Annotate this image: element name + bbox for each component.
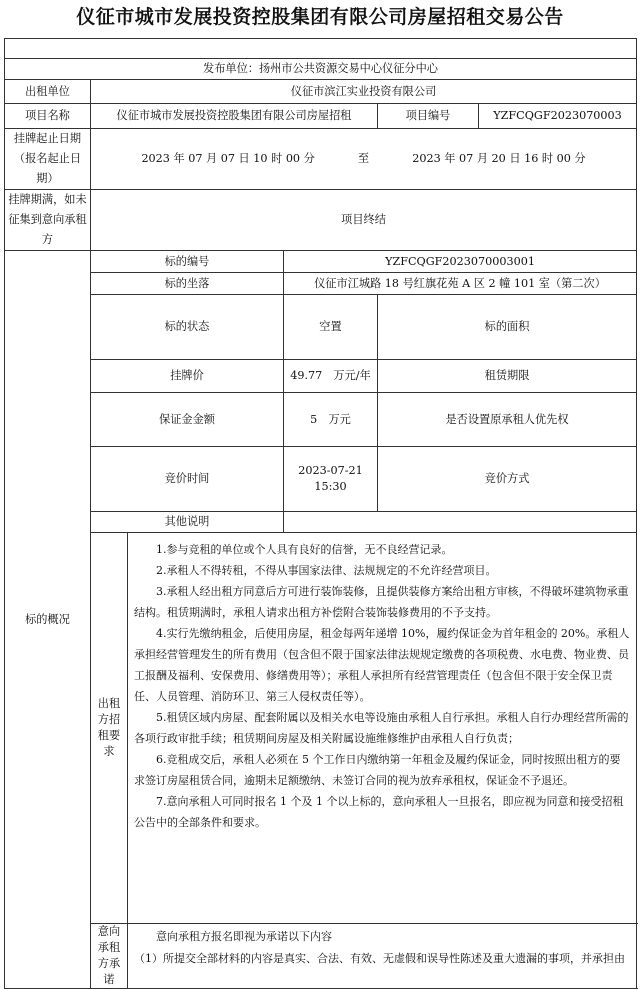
expiry-value: 项目终结 <box>91 190 637 251</box>
requirement-item: 5.租赁区域内房屋、配套附属以及相关水电等设施由承租人自行承担。承租人自行办理经营所需的各项行政审批手续；租赁期间房屋及相关附属设施维修维护由承租人自行负责； <box>134 711 629 745</box>
bid-time-value: 2023-07-21 15:30 <box>284 447 378 512</box>
bid-time-label: 竞价时间 <box>91 447 284 512</box>
requirement-item: 3.承租人经出租方同意后方可进行装饰装修，且提供装修方案给出租方审核，不得破坏建筑物承重结构。租赁期满时，承租人请求出租方补偿附合装饰装修费用的不予支持。 <box>134 585 629 619</box>
project-name-value: 仪征市城市发展投资控股集团有限公司房屋招租 <box>91 104 378 129</box>
subject-no-value: YZFCQGF2023070003001 <box>284 251 637 273</box>
listing-period-label: 挂牌起止日期（报名起止日期） <box>5 129 91 190</box>
location-label: 标的坐落 <box>91 273 284 295</box>
requirement-item: 6.竞租成交后，承租人必须在 5 个工作日内缴纳第一年租金及履约保证金，同时按照出租方的要求签订房屋租赁合同，逾期未足额缴纳、未签订合同的视为放弃承租权，保证金不予退还。 <box>134 753 621 787</box>
requirement-item: 2.承租人不得转租，不得从事国家法律、法规规定的不允许经营项目。 <box>156 564 497 577</box>
requirement-item: 4.实行先缴纳租金，后使用房屋，租金每两年递增 10%，履约保证金为首年租金的 20%。承租人承担经营管理发生的所有费用（包含但不限于国家法律法规规定缴费的各项税费、水电费、物业费、员工报酬及福利、安保费用、修缮费用等）；承租人承担所有经营管理责任（包含但不限于安全保卫责任、人员管理、消防环卫、第三人侵权责任等）。 <box>134 627 630 703</box>
publisher: 发布单位：扬州市公共资源交易中心仪征分中心 <box>5 59 637 80</box>
requirement-item: 7.意向承租人可同时报名 1 个及 1 个以上标的，意向承租人一旦报名，即应视为同意和接受招租公告中的全部条件和要求。 <box>134 795 624 829</box>
bid-method-label: 竞价方式 <box>378 447 637 512</box>
page-title: 仪征市城市发展投资控股集团有限公司房屋招租交易公告 <box>76 6 564 28</box>
area-label: 标的面积 <box>378 295 637 360</box>
listing-start: 2023 年 07 月 07 日 10 时 00 分 <box>141 152 315 165</box>
requirement-item: 1.参与竞租的单位或个人具有良好的信誉，无不良经营记录。 <box>156 543 453 556</box>
project-no-label: 项目编号 <box>378 104 479 128</box>
listing-to: 至 <box>357 152 370 165</box>
deposit-label: 保证金金额 <box>91 393 284 447</box>
requirements-list <box>128 533 637 924</box>
other-label: 其他说明 <box>91 512 284 533</box>
price-value: 49.77 万元/年 <box>284 360 378 393</box>
promise-label: 意向承租方承诺 <box>91 924 128 989</box>
price-label: 挂牌价 <box>91 360 284 393</box>
priority-label: 是否设置原承租人优先权 <box>378 393 637 447</box>
other-value <box>284 512 637 533</box>
listing-end: 2023 年 07 月 20 日 16 时 00 分 <box>412 152 586 165</box>
deposit-value: 5 万元 <box>284 393 378 447</box>
term-label: 租赁期限 <box>378 360 637 393</box>
announcement-table <box>4 38 637 989</box>
status-value: 空置 <box>284 295 378 360</box>
lessor-value: 仪征市滨江实业投资有限公司 <box>91 80 637 104</box>
requirements-label: 出租方招租要求 <box>91 533 128 924</box>
lessor-label: 出租单位 <box>5 80 91 104</box>
project-no-value: YZFCQGF2023070003 <box>493 109 622 122</box>
location-value: 仪征市江城路 18 号红旗花苑 A 区 2 幢 101 室（第二次） <box>284 273 637 295</box>
overview-label: 标的概况 <box>5 251 91 989</box>
promise-item: （1）所提交全部材料的内容是真实、合法、有效、无虚假和误导性陈述及重大遗漏的事项，并承担由 <box>134 952 625 965</box>
expiry-label: 挂牌期满，如未征集到意向承租方 <box>5 190 91 251</box>
project-name-label: 项目名称 <box>5 104 91 129</box>
subject-no-label: 标的编号 <box>91 251 284 273</box>
status-label: 标的状态 <box>91 295 284 360</box>
promise-intro: 意向承租方报名即视为承诺以下内容 <box>156 930 332 943</box>
